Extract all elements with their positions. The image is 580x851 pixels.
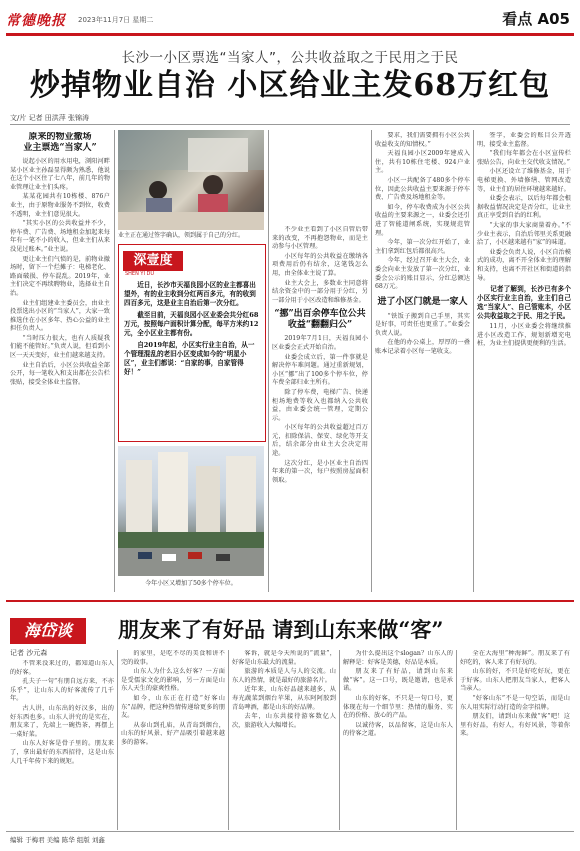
newspaper-logo: 常德晚报 <box>6 13 66 29</box>
paragraph: 客诉，就是今天所说的“流量”，好客是山东最大的流量。 <box>232 650 336 666</box>
paragraph: 古人讲，山东出的好汉多，出的好东西也多。山东人讲究的是实在，朋友来了，先端上一碗热茶，再摆上一桌好菜。 <box>10 704 114 738</box>
main-headline: 炒掉物业自治 小区给业主发68万红包 <box>29 68 551 103</box>
key-points-box <box>118 244 266 442</box>
feature-byline: 记者 沙元森 <box>10 649 48 657</box>
subhead: 业主票选“当家人” <box>23 143 97 153</box>
paragraph: 业委会表示，以后每年都会根据收益情况决定是否分红，让业主真正享受到自治的红利。 <box>477 195 571 220</box>
column-divider <box>371 130 372 592</box>
key-point: 近日，长沙市天福良园小区的业主都喜出望外，有的业主收到分红两百多元，有的收到四百多元，这是业主自治后第一次分红。 <box>124 281 256 307</box>
column-divider <box>456 650 457 830</box>
paragraph: 某某花园共有10栋楼、876户业主，由于原物业服务不到位，收费不透明，业主们意见很大。 <box>10 193 110 218</box>
paragraph: 山东人好客是骨子里的。朋友来了，拿出最好的东西招待，这是山东人几千年传下来的规矩。 <box>10 740 114 765</box>
column-divider <box>339 650 340 830</box>
masthead <box>0 0 580 36</box>
paragraph: “好客山东”不是一句空话，而是山东人用实际行动打造的金字招牌。 <box>460 694 570 711</box>
paragraph: 山东的好，不只是好吃好玩，更在于好客。山东人把朋友当家人，把客人当亲人。 <box>460 668 570 693</box>
photo-caption: 今年小区又增加了50多个停车位。 <box>145 580 237 587</box>
feature-column-3 <box>232 650 336 828</box>
key-points-text <box>119 277 265 384</box>
article-column-3 <box>272 226 368 592</box>
divider <box>10 124 570 125</box>
article-column-5 <box>477 132 571 592</box>
paragraph: 朋友们，请到山东来做“客”吧！这里有好品，有好人，有好风景，等着你来。 <box>460 713 570 738</box>
page-footer: 编辑 于梅君 美编 陈华 组版 刘鑫 <box>10 836 105 844</box>
column-divider <box>114 130 115 592</box>
paragraph: 如今，停车收费成为小区公共收益的主要来源之一，业委会还引进了智能道闸系统，实现规范管理。 <box>375 203 470 237</box>
paragraph: 以诚待客，以品留客，这是山东人的待客之道。 <box>343 721 453 738</box>
photo-office <box>118 130 264 230</box>
paragraph: “我们每年都会在小区宣传栏张贴公告，向业主交代收支情况。” <box>477 150 571 166</box>
paragraph: 小区还设立了维修基金，用于电梯更换、外墙修缮、管网改造等，业主们的居住环境越来越好。 <box>477 168 571 193</box>
paragraph: 不管来没来过的，都知道山东人的好客。 <box>10 660 114 676</box>
feature-column-1 <box>10 660 114 828</box>
paragraph: 的家里，是吃不尽的美食和讲不完的故事。 <box>121 650 225 666</box>
subhead: “挪”出百余停车位公共收益“翻翻归公” <box>274 309 366 331</box>
masthead-rule <box>6 33 574 36</box>
paragraph: 近年来，山东好品越来越多，从寿光蔬菜到烟台苹果，从东阿阿胶到青岛啤酒，都是山东的好品牌。 <box>232 686 336 711</box>
paragraph: 小区每年的公共收益在缴纳各项费用后仍有结余，这笔钱怎么用，由全体业主说了算。 <box>272 252 368 277</box>
paragraph: 小区一共配备了480多个停车位，因此公共收益主要来源于停车费、广告费及场地租金等。 <box>375 176 470 202</box>
paragraph: 今年，经过召开业主大会，业委会向业主发放了第一次分红，业委会公示的账目显示，分红总额达68万元。 <box>375 257 470 291</box>
column-logo: 海岱谈 <box>10 618 86 644</box>
photo-buildings-illustration <box>118 446 264 576</box>
section-rule <box>6 600 574 602</box>
paragraph: 为什么提出这个slogan？山东人的解释是：好客是美德，好品是本质。 <box>343 650 453 666</box>
paragraph: 今年，第一次分红开始了，业主们拿到红包后都很高兴。 <box>375 239 470 255</box>
footer-rule <box>6 831 574 832</box>
article-column-4 <box>375 132 470 592</box>
photo-buildings <box>118 446 264 576</box>
photo-caption: 业主正在通过签字确认，领到属于自己的分红。 <box>118 232 245 239</box>
paragraph: 业委会成立后，第一件事就是解决停车难问题。通过重新规划，小区“挪”出了100多个停车位，停车费全部归业主所有。 <box>272 353 368 387</box>
paragraph: 要求，我们需要拥有小区公共收益收支的知情权。” <box>375 132 470 148</box>
paragraph: 如今，山东正在打造“好客山东”品牌，把这种热情传递给更多的朋友。 <box>121 694 225 720</box>
photo-office-illustration <box>118 130 264 230</box>
dateline: 2023年11月7日 星期二 <box>78 16 154 24</box>
paragraph: 在他的办公桌上，厚厚的一叠账本记录着小区每一笔收支。 <box>375 339 470 356</box>
feature-column-4 <box>343 650 453 828</box>
paragraph: 这次分红，是小区业主自治四年来的第一次，每户按照房屋面积领取。 <box>272 459 368 484</box>
paragraph: 山东的好客，不只是一句口号，更体现在每一个细节里：热情的服务、实在的价格、放心的产品。 <box>343 694 453 720</box>
paragraph: 业主们组建业主委员会，由业主投票选出小区的“当家人”，大家一致推选住在小区多年、热心公益的业主担任负责人。 <box>10 299 110 333</box>
paragraph: 孔夫子一句“有朋自远方来，不亦乐乎”，让山东人的好客流传了几千年。 <box>10 678 114 703</box>
paragraph: 全在大海里“种海鲜”。朋友来了有好吃的，客人来了有好玩的。 <box>460 650 570 666</box>
feature-headline: 朋友来了有好品 请到山东来做“客” <box>118 617 444 642</box>
paragraph: 11月，小区业委会将继续推进小区改造工作，规划新增充电桩，为业主们提供更便利的生活。 <box>477 323 571 348</box>
bold-paragraph: 记者了解到，长沙已有多个小区实行业主自治，业主们自己选“当家人”、自己管账本，小区公共收益取之于民、用之于民。 <box>477 285 571 321</box>
paragraph: 业主大会上，多数业主同意将结余资金中的一部分用于分红，另一部分用于小区改造和维修基金。 <box>272 279 368 304</box>
key-points-tag-sub: SHEN YI DU <box>125 271 155 277</box>
key-point: 截至目前，天福良园小区业委会共分红68万元，按照每户面积计算分配，每平方米约12元，全小区业主都有份。 <box>124 311 259 337</box>
subhead: 进了小区门就是一家人 <box>377 296 468 307</box>
subhead: 原来的物业撤场 <box>28 132 92 142</box>
article-column-1 <box>10 132 110 590</box>
byline: 文/片 记者 田洪萍 张锦涛 <box>10 114 90 122</box>
paragraph: 说起小区的用水用电，浏阳河畔某小区业主孙磊显得颇为熟悉，他说在这个小区住了七八年，前几年的物业管理让业主们头疼。 <box>10 158 110 191</box>
column-divider <box>268 130 269 592</box>
section-label: 看点 A05 <box>502 10 570 28</box>
paragraph: 不少业主看到了小区自管后带来的改变，不再抱怨物业，而是主动参与小区管理。 <box>272 226 368 251</box>
feature-column-2 <box>121 650 225 828</box>
paragraph: 签字，业委会的账目公开透明，接受业主监督。 <box>477 132 571 148</box>
paragraph: 除了停车费，电梯广告、快递柜场地费等收入也都纳入公共收益，由业委会统一管理，定期公示。 <box>272 388 368 422</box>
paragraph: 从泰山到孔庙，从青岛到烟台，山东的好风景、好产品吸引着越来越多的游客。 <box>121 721 225 746</box>
paragraph: 业主自治后，小区公共收益全部公开，每一笔收入和支出都在公告栏张贴，接受全体业主监督。 <box>10 361 110 386</box>
paragraph: “其实小区的公共收益并不少，停车费、广告费、场地租金加起来每年有一笔不小的收入，但业主们从来没见过账本。”业主说。 <box>10 220 110 253</box>
paragraph: 更让业主们气愤的是，前物业撤场时，留下一个烂摊子：电梯老化、路面破损、停车混乱。2019年，业主们决定不再续聘物业，选择业主自治。 <box>10 255 110 297</box>
paragraph: 旅游的本质是人与人的交流。山东人的热情，就是最好的旅游名片。 <box>232 668 336 684</box>
paragraph: 朋友来了有好品，请到山东来做“客”。这一口号，既是邀请，也是承诺。 <box>343 668 453 693</box>
column-divider <box>473 130 474 592</box>
headline-kicker: 长沙一小区票选“当家人”，公共收益取之于民用之于民 <box>121 50 459 66</box>
paragraph: “当时压力很大，也有人质疑我们能不能管好。”负责人说，但看到小区一天天变好，业主们越来越支持。 <box>10 334 110 360</box>
paragraph: 2019年7月1日，天福良园小区业委会正式开始自治。 <box>272 335 368 351</box>
paragraph: 小区每年的公共收益超过百万元，扣除保洁、保安、绿化等开支后，结余部分由业主大会决定用途。 <box>272 424 368 458</box>
paragraph: 去年，山东共接待游客数亿人次，旅游收入大幅增长。 <box>232 713 336 729</box>
paragraph: 业委会负责人说，小区自治模式的成功，离不开全体业主的理解和支持，也离不开社区和街道的指导。 <box>477 248 571 282</box>
column-divider <box>117 650 118 830</box>
paragraph: 天福良园小区2009年建成入住，共有10栋住宅楼、924户业主。 <box>375 150 470 175</box>
paragraph: 山东人为什么这么好客？一方面是受儒家文化的影响，另一方面是山东人天生的豪爽性格。 <box>121 668 225 693</box>
column-divider <box>228 650 229 830</box>
paragraph: “大家的事大家商量着办。”不少业主表示，自治后邻里关系更融洽了，小区越来越有“家”的味道。 <box>477 221 571 247</box>
paragraph: “铁饭子搬到自己手里，其实是好事，可责任也更重了。”业委会负责人说。 <box>375 312 470 337</box>
key-point: 自2019年起，小区实行业主自治，从一个管理混乱的老旧小区变成如今的“明星小区”，业主们都说：“自家的事，自家管得好！” <box>124 341 255 376</box>
key-points-tag: 深壹度 <box>123 251 183 271</box>
feature-column-5 <box>460 650 570 828</box>
